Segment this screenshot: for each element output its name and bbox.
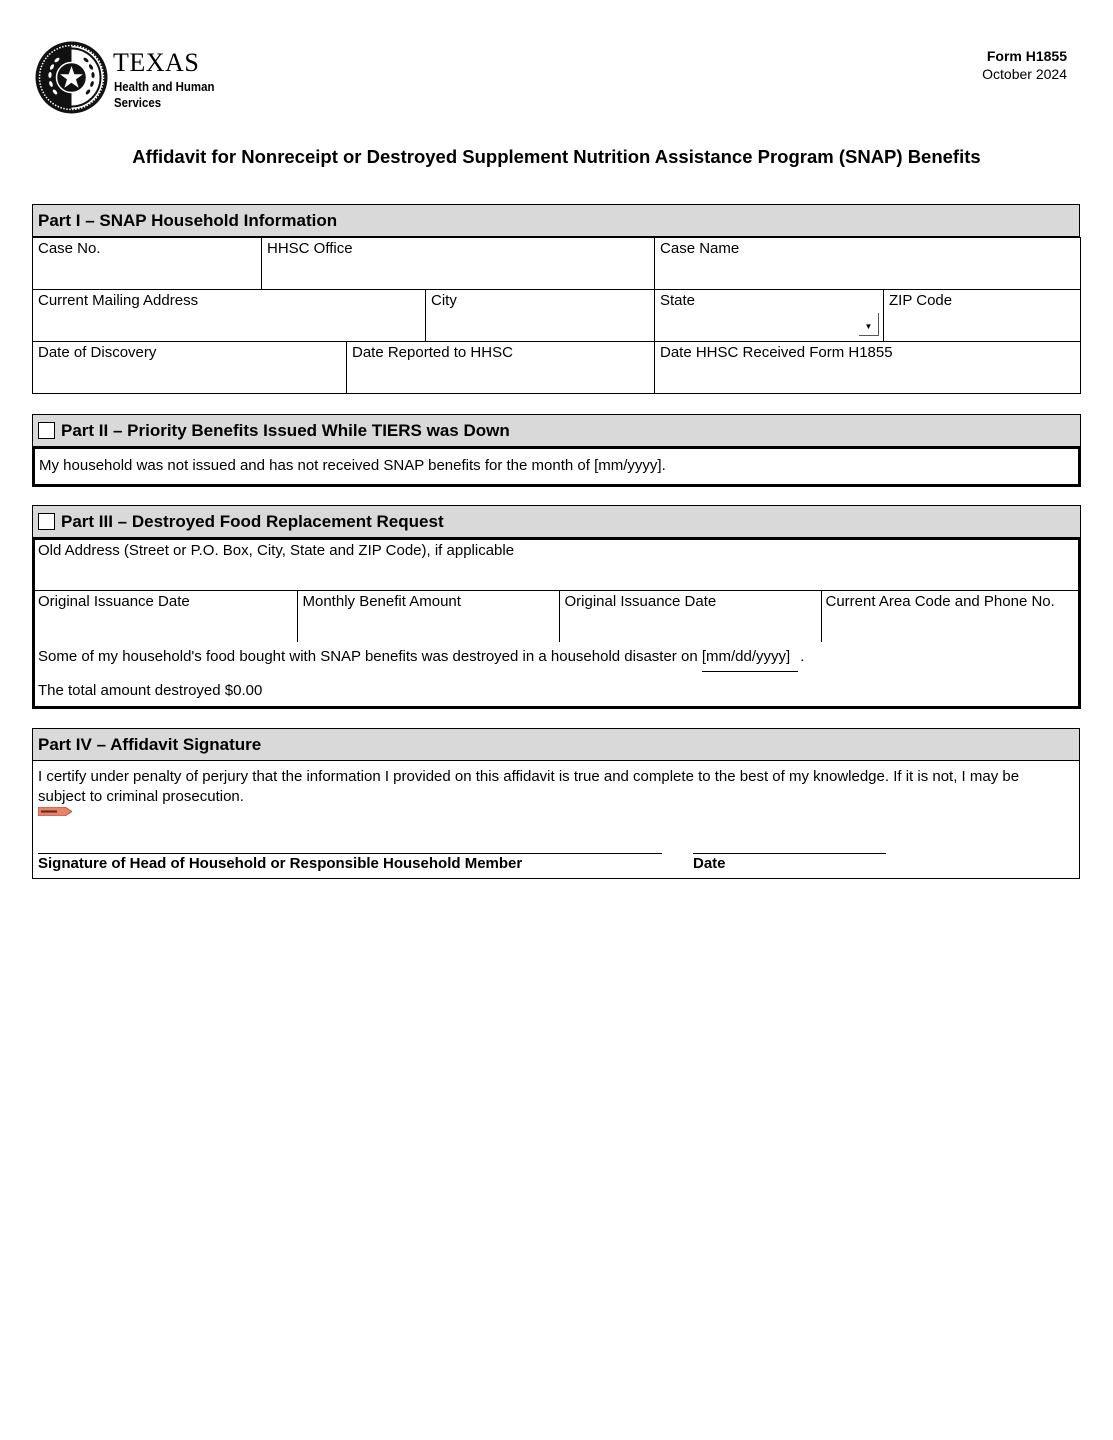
mailing-address-label: Current Mailing Address bbox=[38, 292, 199, 309]
original-issuance-date-1-field[interactable] bbox=[35, 590, 297, 642]
zip-field[interactable] bbox=[884, 290, 1081, 342]
hhsc-office-label: HHSC Office bbox=[267, 240, 353, 257]
texas-seal-icon bbox=[34, 40, 109, 115]
part1-dates-row bbox=[32, 341, 1081, 394]
original-issuance-date-2-label: Original Issuance Date bbox=[564, 592, 717, 610]
form-identifier bbox=[982, 47, 1067, 83]
part4-heading-text: Part IV – Affidavit Signature bbox=[38, 734, 262, 754]
part2-heading bbox=[32, 414, 1081, 447]
part3-heading-text: Part III – Destroyed Food Replacement Request bbox=[61, 511, 444, 531]
total-destroyed-field[interactable]: $0.00 bbox=[224, 682, 263, 699]
case-name-field[interactable] bbox=[655, 238, 1081, 290]
original-issuance-date-2-field[interactable] bbox=[559, 590, 821, 642]
old-address-field[interactable] bbox=[35, 540, 1078, 590]
part1-address-row bbox=[32, 289, 1081, 342]
page-title: Affidavit for Nonreceipt or Destroyed Supplement Nutrition Assistance Program (SNAP) Benefits bbox=[132, 146, 981, 167]
original-issuance-date-1-label: Original Issuance Date bbox=[38, 592, 190, 610]
part1-section bbox=[32, 204, 1080, 394]
date-received-label: Date HHSC Received Form H1855 bbox=[660, 344, 893, 361]
date-discovery-label: Date of Discovery bbox=[38, 344, 157, 361]
mailing-address-field[interactable] bbox=[33, 290, 426, 342]
signature-line[interactable] bbox=[38, 853, 662, 854]
part2-checkbox[interactable] bbox=[38, 422, 55, 439]
month-field[interactable]: [mm/yyyy] bbox=[594, 457, 662, 474]
logo-texas-text: TEXAS bbox=[113, 48, 200, 77]
date-received-field[interactable] bbox=[655, 342, 1081, 394]
part3-fields bbox=[35, 540, 1078, 642]
logo-line-2: Health and Human bbox=[114, 79, 215, 94]
disaster-date-field[interactable]: [mm/dd/yyyy] bbox=[702, 648, 798, 672]
monthly-benefit-amount-field[interactable] bbox=[297, 590, 559, 642]
part4-body bbox=[32, 761, 1080, 879]
date-reported-label: Date Reported to HHSC bbox=[352, 344, 513, 361]
part3-checkbox[interactable] bbox=[38, 513, 55, 530]
part3-heading bbox=[32, 505, 1081, 538]
part3-section bbox=[32, 505, 1081, 709]
signature-label: Signature of Head of Household or Responsible Household Member bbox=[38, 855, 523, 872]
part4-section bbox=[32, 728, 1080, 879]
logo-agency-text bbox=[114, 79, 214, 111]
part2-statement bbox=[35, 449, 1078, 480]
form-date: October 2024 bbox=[982, 66, 1067, 82]
monthly-benefit-amount-label: Monthly Benefit Amount bbox=[302, 592, 461, 610]
date-discovery-field[interactable] bbox=[33, 342, 347, 394]
hhs-logo bbox=[34, 40, 234, 120]
part3-disaster-area bbox=[35, 642, 1078, 706]
date-line[interactable] bbox=[693, 853, 886, 854]
date-label: Date bbox=[693, 855, 726, 872]
total-destroyed-row bbox=[38, 682, 262, 699]
part1-heading bbox=[32, 204, 1080, 237]
disaster-statement-text: Some of my household's food bought with SNAP benefits was destroyed in a household disaster on bbox=[38, 648, 702, 665]
city-field[interactable] bbox=[426, 290, 655, 342]
state-label: State bbox=[660, 292, 696, 309]
part2-section bbox=[32, 414, 1081, 487]
hhsc-office-field[interactable] bbox=[262, 238, 655, 290]
form-number: Form H1855 bbox=[986, 48, 1067, 64]
part2-heading-text: Part II – Priority Benefits Issued While TIERS was Down bbox=[61, 420, 510, 440]
part3-box bbox=[32, 537, 1081, 709]
zip-label: ZIP Code bbox=[889, 292, 953, 309]
part1-heading-text: Part I – SNAP Household Information bbox=[38, 210, 338, 230]
date-reported-field[interactable] bbox=[347, 342, 655, 394]
part1-fields bbox=[32, 237, 1081, 290]
case-no-field[interactable] bbox=[33, 238, 262, 290]
phone-label: Current Area Code and Phone No. bbox=[825, 592, 1055, 610]
part2-statement-box bbox=[32, 446, 1081, 487]
old-address-label: Old Address (Street or P.O. Box, City, State and ZIP Code), if applicable bbox=[38, 542, 515, 559]
sign-here-tag-icon[interactable] bbox=[38, 807, 72, 816]
case-no-label: Case No. bbox=[38, 240, 101, 257]
certification-text: I certify under penalty of perjury that the information I provided on this affidavit is true and complete to the best of my knowledge. If it is not, I may be subject to criminal prosecution. bbox=[38, 768, 1020, 805]
state-select[interactable] bbox=[655, 290, 884, 342]
logo-line-3: Services bbox=[114, 95, 162, 110]
phone-field[interactable] bbox=[821, 590, 1078, 642]
part4-heading bbox=[32, 728, 1080, 761]
case-name-label: Case Name bbox=[660, 240, 740, 257]
chevron-down-icon[interactable]: ▼ bbox=[859, 313, 879, 336]
disaster-statement-period: . bbox=[800, 648, 805, 665]
part2-statement-text: My household was not issued and has not received SNAP benefits for the month of bbox=[39, 457, 595, 474]
part2-statement-period: . bbox=[661, 457, 666, 474]
disaster-statement bbox=[38, 648, 804, 672]
total-destroyed-label: The total amount destroyed bbox=[38, 682, 225, 699]
city-label: City bbox=[431, 292, 457, 309]
